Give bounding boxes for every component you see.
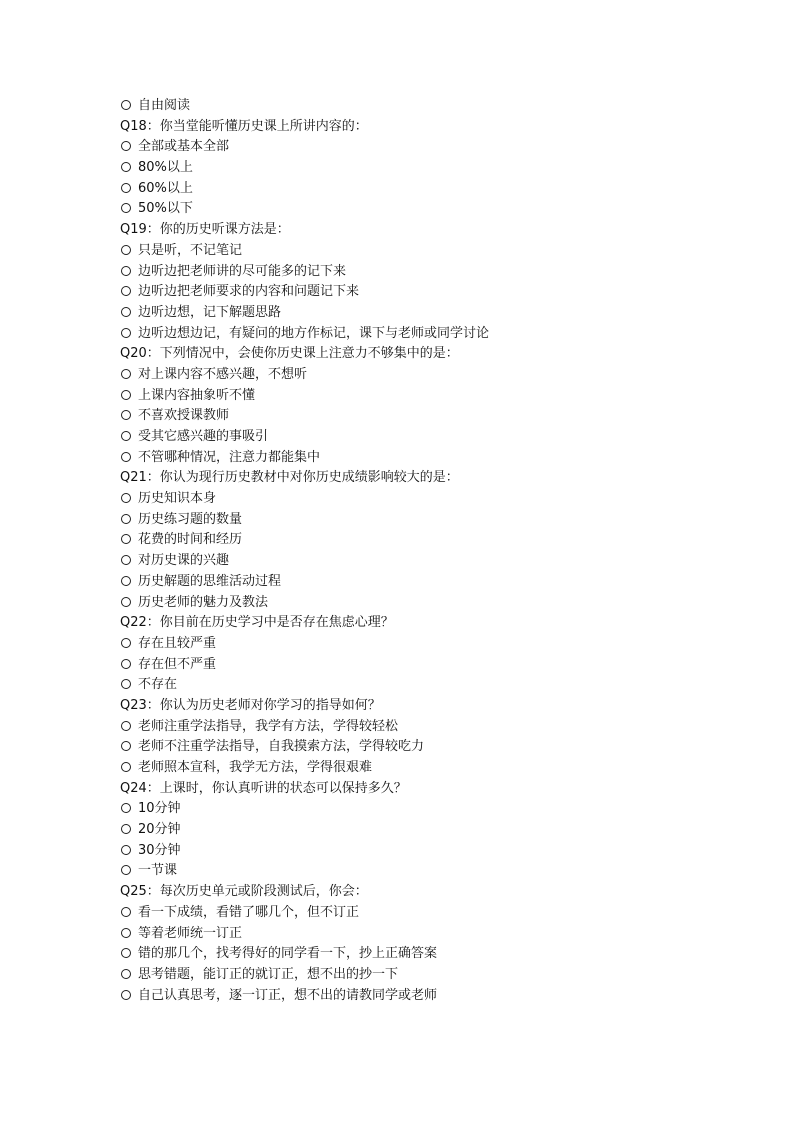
answer-option[interactable] — [120, 799, 720, 820]
radio-circle-icon[interactable] — [121, 907, 131, 917]
question-heading: Q18：你当堂能听懂历史课上所讲内容的： — [120, 118, 368, 134]
radio-circle-icon[interactable] — [121, 990, 131, 1000]
radio-circle-icon[interactable] — [121, 679, 131, 689]
option-label: 20分钟 — [138, 822, 181, 838]
answer-option[interactable] — [120, 820, 720, 841]
answer-option[interactable] — [120, 96, 720, 117]
question-heading: Q22：你目前在历史学习中是否存在焦虑心理？ — [120, 615, 394, 631]
radio-circle-icon[interactable] — [121, 762, 131, 772]
radio-circle-icon[interactable] — [121, 390, 131, 400]
radio-circle-icon[interactable] — [121, 245, 131, 255]
radio-circle-icon[interactable] — [121, 721, 131, 731]
radio-circle-icon[interactable] — [121, 286, 131, 296]
radio-circle-icon[interactable] — [121, 865, 131, 875]
answer-option[interactable] — [120, 530, 720, 551]
radio-circle-icon[interactable] — [121, 162, 131, 172]
option-label: 边听边把老师讲的尽可能多的记下来 — [138, 263, 347, 279]
answer-option[interactable] — [120, 717, 720, 738]
question-heading: Q19：你的历史听课方法是： — [120, 222, 290, 238]
answer-option[interactable] — [120, 510, 720, 531]
answer-option[interactable] — [120, 241, 720, 262]
answer-option[interactable] — [120, 986, 720, 1007]
answer-option[interactable] — [120, 406, 720, 427]
option-label: 对上课内容不感兴趣，不想听 — [138, 366, 308, 382]
radio-circle-icon[interactable] — [121, 203, 131, 213]
answer-option[interactable] — [120, 551, 720, 572]
option-label: 错的那几个，找考得好的同学看一下，抄上正确答案 — [138, 946, 438, 962]
option-label: 等着老师统一订正 — [138, 925, 243, 941]
option-label: 边听边把老师要求的内容和问题记下来 — [138, 284, 360, 300]
radio-circle-icon[interactable] — [121, 100, 131, 110]
option-label: 对历史课的兴趣 — [138, 553, 230, 569]
answer-option[interactable] — [120, 593, 720, 614]
answer-option[interactable] — [120, 427, 720, 448]
radio-circle-icon[interactable] — [121, 948, 131, 958]
radio-circle-icon[interactable] — [121, 328, 131, 338]
option-label: 存在但不严重 — [138, 656, 217, 672]
option-label: 不存在 — [138, 677, 178, 693]
option-label: 老师不注重学法指导，自我摸索方法，学得较吃力 — [138, 739, 425, 755]
answer-option[interactable] — [120, 944, 720, 965]
answer-option[interactable] — [120, 262, 720, 283]
question-heading: Q24：上课时，你认真听讲的状态可以保持多久？ — [120, 780, 407, 796]
option-label: 60%以上 — [138, 180, 193, 196]
answer-option[interactable] — [120, 924, 720, 945]
radio-circle-icon[interactable] — [121, 659, 131, 669]
option-label: 老师注重学法指导，我学有方法，学得较轻松 — [138, 718, 399, 734]
radio-circle-icon[interactable] — [121, 969, 131, 979]
option-label: 花费的时间和经历 — [138, 532, 243, 548]
answer-option[interactable] — [120, 158, 720, 179]
option-label: 自己认真思考，逐一订正，想不出的请教同学或老师 — [138, 987, 438, 1003]
radio-circle-icon[interactable] — [121, 410, 131, 420]
question-heading: Q23：你认为历史老师对你学习的指导如何？ — [120, 697, 381, 713]
question-heading: Q21：你认为现行历史教材中对你历史成绩影响较大的是： — [120, 470, 459, 486]
answer-option[interactable] — [120, 655, 720, 676]
radio-circle-icon[interactable] — [121, 493, 131, 503]
answer-option[interactable] — [120, 965, 720, 986]
radio-circle-icon[interactable] — [121, 555, 131, 565]
radio-circle-icon[interactable] — [121, 514, 131, 524]
option-label: 80%以上 — [138, 160, 193, 176]
answer-option[interactable] — [120, 324, 720, 345]
option-label: 存在且较严重 — [138, 635, 217, 651]
option-label: 自由阅读 — [138, 98, 191, 113]
answer-option[interactable] — [120, 282, 720, 303]
radio-circle-icon[interactable] — [121, 928, 131, 938]
option-label: 一节课 — [138, 863, 178, 879]
option-label: 历史解题的思维活动过程 — [138, 573, 282, 589]
answer-option[interactable] — [120, 572, 720, 593]
radio-circle-icon[interactable] — [121, 431, 131, 441]
option-label: 思考错题，能订正的就订正，想不出的抄一下 — [138, 966, 399, 982]
option-label: 不管哪种情况，注意力都能集中 — [138, 449, 321, 465]
answer-option[interactable] — [120, 448, 720, 469]
answer-option[interactable] — [120, 303, 720, 324]
radio-circle-icon[interactable] — [121, 597, 131, 607]
radio-circle-icon[interactable] — [121, 307, 131, 317]
radio-circle-icon[interactable] — [121, 534, 131, 544]
option-label: 10分钟 — [138, 801, 181, 817]
option-label: 不喜欢授课教师 — [138, 408, 230, 424]
answer-option[interactable] — [120, 199, 720, 220]
option-label: 30分钟 — [138, 842, 181, 858]
radio-circle-icon[interactable] — [121, 183, 131, 193]
radio-circle-icon[interactable] — [121, 266, 131, 276]
answer-option[interactable] — [120, 675, 720, 696]
radio-circle-icon[interactable] — [121, 845, 131, 855]
option-label: 上课内容抽象听不懂 — [138, 387, 256, 403]
answer-option[interactable] — [120, 365, 720, 386]
option-label: 边听边想，记下解题思路 — [138, 304, 282, 320]
answer-option[interactable] — [120, 841, 720, 862]
answer-option[interactable] — [120, 903, 720, 924]
answer-option[interactable] — [120, 179, 720, 200]
question-heading: Q20：下列情况中，会使你历史课上注意力不够集中的是： — [120, 346, 459, 362]
answer-option[interactable] — [120, 634, 720, 655]
answer-option[interactable] — [120, 137, 720, 158]
answer-option[interactable] — [120, 758, 720, 779]
option-label: 历史老师的魅力及教法 — [138, 594, 269, 610]
radio-circle-icon[interactable] — [121, 803, 131, 813]
radio-circle-icon[interactable] — [121, 638, 131, 648]
option-label: 老师照本宣科，我学无方法，学得很艰难 — [138, 760, 373, 775]
survey-document — [120, 96, 720, 1006]
radio-circle-icon[interactable] — [121, 824, 131, 834]
option-label: 全部或基本全部 — [138, 139, 230, 155]
answer-option[interactable] — [120, 861, 720, 882]
answer-option[interactable] — [120, 489, 720, 510]
answer-option[interactable] — [120, 737, 720, 758]
option-label: 受其它感兴趣的事吸引 — [138, 429, 269, 444]
radio-circle-icon[interactable] — [121, 741, 131, 751]
option-label: 边听边想边记，有疑问的地方作标记，课下与老师或同学讨论 — [138, 325, 490, 341]
radio-circle-icon[interactable] — [121, 452, 131, 462]
answer-option[interactable] — [120, 386, 720, 407]
option-label: 只是听，不记笔记 — [138, 242, 243, 258]
option-label: 历史知识本身 — [138, 491, 217, 507]
radio-circle-icon[interactable] — [121, 369, 131, 379]
question-heading: Q25：每次历史单元或阶段测试后，你会： — [120, 884, 368, 900]
option-label: 历史练习题的数量 — [138, 511, 243, 527]
radio-circle-icon[interactable] — [121, 576, 131, 586]
option-label: 50%以下 — [138, 201, 193, 217]
option-label: 看一下成绩，看错了哪几个，但不订正 — [138, 904, 360, 920]
radio-circle-icon[interactable] — [121, 141, 131, 151]
